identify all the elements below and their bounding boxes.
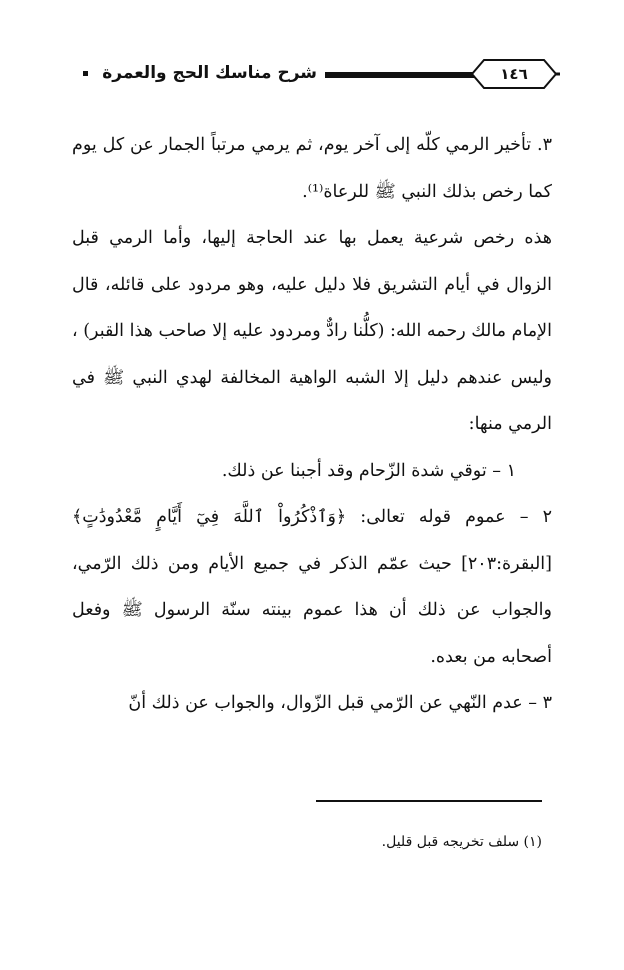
paragraph-rulings: هذه رخص شرعية يعمل بها عند الحاجة إليها، وأما الرمي قبل الزوال في أيام التشريق فلا دليل عليه، وهو مردود على قائله، قال الإمام مالك رحمه الله: (كلُّنا رادٌّ ومردود عليه إلا صاحب هذا القبر) ، وليس عندهم دليل إلا الشبه الواهية المخالفة لهدي النبي ﷺ في الرمي منها: bbox=[72, 228, 552, 434]
header-dot-icon bbox=[83, 71, 88, 76]
footnote: (١) سلف تخريجه قبل قليل. bbox=[381, 834, 542, 850]
running-title-text: شرح مناسك الحج والعمرة bbox=[102, 63, 317, 83]
page-header bbox=[60, 54, 560, 98]
list-item-1: ١ – توقي شدة الزّحام وقد أجبنا عن ذلك. bbox=[221, 460, 516, 481]
list-item-3: ٣ – عدم النّهي عن الرّمي قبل الزّوال، والجواب عن ذلك أنّ bbox=[128, 693, 552, 713]
footnote-separator bbox=[316, 800, 542, 802]
running-title bbox=[75, 60, 325, 86]
page-number-badge bbox=[468, 54, 560, 94]
page-number: ١٤٦ bbox=[500, 65, 528, 83]
list-item-2: ٢ – عموم قوله تعالى: ﴿وَٱذْكُرُواْ ٱللَّهَ فِيٓ أَيَّامٍ مَّعْدُودَٰتٍ﴾ [البقرة:٢٠٣] حيث عمّم الذكر في جميع الأيام ومن ذلك الرّمي، والجواب عن ذلك أن هذا عموم بينته سنّة الرسول ﷺ وفعل أصحابه من بعده. bbox=[72, 507, 552, 667]
main-text bbox=[72, 122, 552, 727]
paragraph-point-3: ٣. تأخير الرمي كلّه إلى آخر يوم، ثم يرمي مرتباً الجمار عن كل يوم كما رخص بذلك النبي ﷺ للرعاة⁽¹⁾. bbox=[72, 135, 552, 202]
